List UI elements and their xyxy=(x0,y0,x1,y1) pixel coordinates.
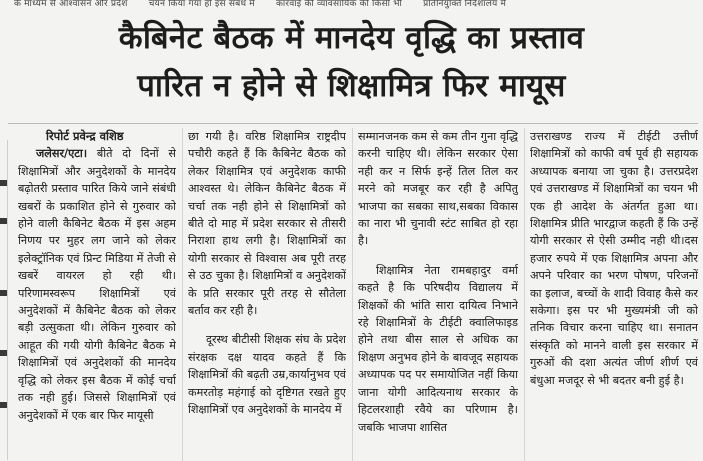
strip-fragment: कारवाई की व्यावसायिक की किसी भी xyxy=(275,0,403,9)
column-divider xyxy=(524,128,525,461)
strip-fragment: प्रतिनियुक्ति निदेशालय में xyxy=(423,0,507,9)
headline-line-2: पारित न होने से शिक्षामित्र फिर मायूस xyxy=(137,68,566,104)
adjacent-column-edge xyxy=(0,140,8,460)
adjacent-text-fragment xyxy=(0,180,7,186)
paragraph: दूरस्थ बीटीसी शिक्षक संघ के प्रदेश संरक्षक दक्ष यादव कहते हैं कि शिक्षामित्रों की बढ़ती उम्र,कार्यानुभव एवं कमरतोड़ महंगाई को दृष्टिगत रखते हुए शिक्षामित्रों एव अनुदेशकों के मानदेय में xyxy=(188,333,346,417)
headline-divider xyxy=(8,123,698,124)
paragraph: छा गयी है। वरिष्ठ शिक्षामित्र राष्ट्रदीप पचौरी कहते हैं कि कैबिनेट बैठक को लेकर शिक्षामित्र एवं अनुदेशक काफी आश्वस्त थे। लेकिन कैबिनेट बैठक में चर्चा तक नही होने से शिक्षामित्रों को बीते दो माह में प्रदेश सरकार से तीसरी निराशा हाथ लगी है। शिक्षामित्रों का योगी सरकार से विश्वास अब पूरी तरह से उठ चुका है। शिक्षामित्रों व अनुदेशकों के प्रति सरकार पूरी तरह से सौतेला बर्ताव कर रही है। xyxy=(188,130,346,318)
byline: रिपोर्ट प्रवेन्द्र वशिष्ठ xyxy=(46,129,124,143)
headline-line-1: कैबिनेट बैठक में मानदेय वृद्धि का प्रस्ताव xyxy=(118,20,585,56)
paragraph: उत्तराखण्ड राज्य में टीईटी उत्तीर्ण शिक्षामित्रों को काफी वर्ष पूर्व ही सहायक अध्यापक बनाया जा चुका है। उत्तरप्रदेश एवं उत्तराखण्ड में शिक्षामित्रों का चयन भी एक ही आदेश के अंतर्गत हुआ था। शिक्षामित्र प्रीति भारद्वाज कहती हैं कि उन्हें योगी सरकार से ऐसी उम्मीद नही थी।दस हजार रुपये में एक शिक्षामित्र अपना और अपने परिवार का भरण पोषण, परिजनों का इलाज, बच्चों के शादी विवाह कैसे कर सकेगा। इस पर भी मुख्यमंत्री जी को तनिक विचार करना चाहिए था। सनातन संस्कृति को मानने वाली इस सरकार में गुरुओं की दशा अत्यंत जीर्ण शीर्ण एवं बंधुआ मजदूर से भी बदतर बनी हुई है। xyxy=(530,130,698,387)
strip-fragment: के माध्यम से आश्वासन और प्रदेश xyxy=(14,0,128,9)
lead-text: बीते दो दिनों से शिक्षामित्रों और अनुदेशकों के मानदेय बढ़ोतरी प्रस्ताव पारित किये जाने संबंधी खबरों के प्रकाशित होने से गुरुवार को होने वाली कैबिनेट बैठक में इस अहम निणय पर मुहर लग जाने को लेकर इलेक्ट्रॉनिक एवं प्रिन्ट मिडिया में तेजी से खबरें वायरल हो रही थी। परिणामस्वरूप शिक्षामित्रों एवं अनुदेशकों में कैबिनेट बैठक को लेकर बड़ी उत्सुकता थी। लेकिन गुरुवार को आहूत की गयी योगी कैबिनेट बैठक मे शिक्षामित्रों एवं अनुदेशकों की मानदेय वृद्धि को लेकर इस बैठक में कोई चर्चा तक नही हुई। जिससे शिक्षामित्रों एवं अनुदेशकों में एक बार फिर मायूसी xyxy=(18,147,176,422)
article-column-2 xyxy=(188,128,346,461)
adjacent-text-fragment xyxy=(0,402,7,408)
adjacent-text-fragment xyxy=(0,218,7,224)
strip-fragment: चयन किया गया हो इस संबंध में xyxy=(148,0,255,9)
column-divider xyxy=(182,128,183,461)
previous-article-strip xyxy=(0,0,703,12)
adjacent-text-fragment xyxy=(0,350,7,356)
paragraph: सम्मानजनक कम से कम तीन गुना वृद्धि करनी चाहिए थी। लेकिन सरकार ऐसा नही कर न सिर्फ इन्हें तिल तिल कर मरने को मजबूर कर रही है अपितु भाजपा का सबका साथ,सबका विकास का नारा भी चुनावी स्टंट साबित हो रहा है। xyxy=(358,130,518,248)
paragraph: शिक्षामित्र नेता रामबहादुर वर्मा कहते है कि परिषदीय विद्यालय में शिक्षकों की भांति सारा दायित्व निभाने रहे शिक्षामित्रों के टीईटी क्वालिफाइड होने तथा बीस साल से अधिक का शिक्षण अनुभव होने के बावजूद सहायक अध्यापक पद पर समायोजित नहीं किया जाना योगी आदित्यनाथ सरकार के हिटलरशाही रवैये का परिणाम है। जबकि भाजपा शासित xyxy=(358,263,518,434)
article-column-1 xyxy=(18,128,176,461)
column-divider xyxy=(352,128,353,461)
article-column-3 xyxy=(358,128,518,461)
headline xyxy=(0,14,703,110)
article-body xyxy=(18,128,703,461)
lead-paragraph xyxy=(18,145,176,424)
adjacent-text-fragment xyxy=(0,290,7,296)
article-column-4 xyxy=(530,128,698,461)
dateline: जलेसर/एटा। xyxy=(36,147,88,161)
